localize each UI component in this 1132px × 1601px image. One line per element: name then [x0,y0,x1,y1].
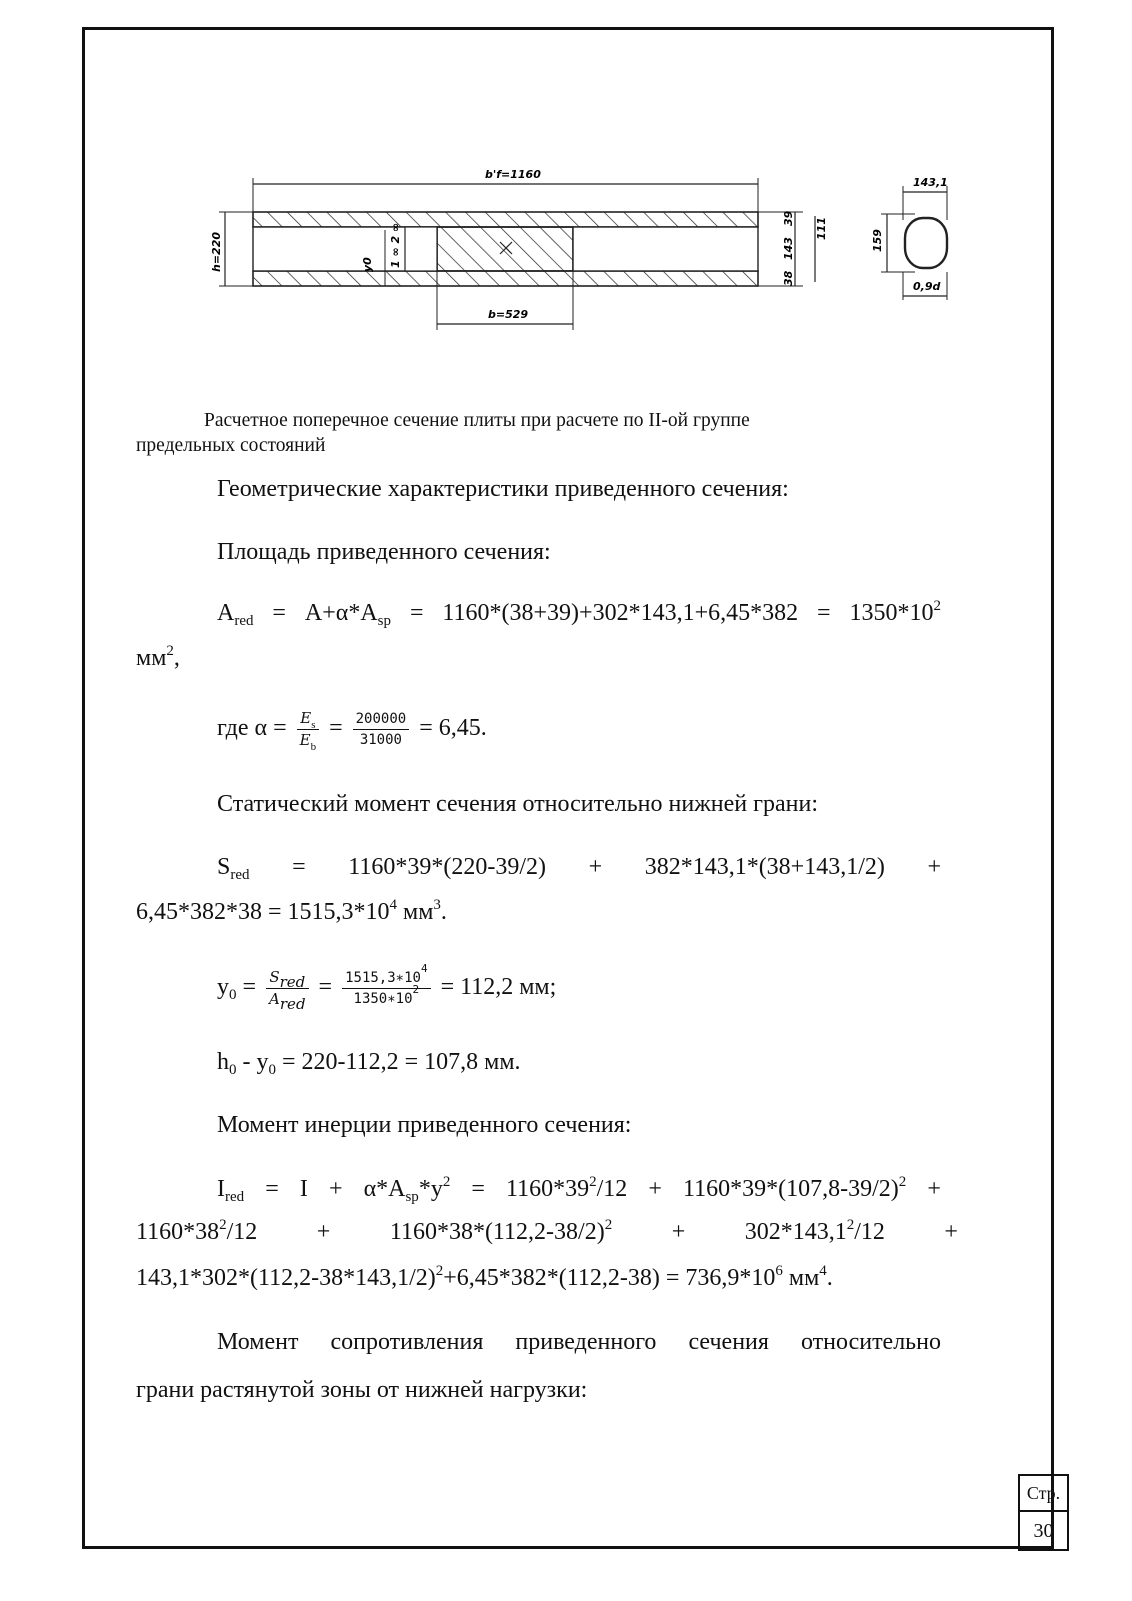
caption-line-1: Расчетное поперечное сечение плиты при расчете по II-ой группе [204,410,750,431]
area-eq3: = [817,600,831,626]
cross-section-drawing [195,160,985,360]
top-flange [253,212,758,227]
circle-outline [905,218,947,268]
area-lhs: $A_{red}$ [217,600,254,629]
inner-box [405,227,437,271]
dim-right-39: 39 [782,210,795,226]
area-eq2: = [409,600,424,626]
resist-line-1: Момент сопротивления приведенного сечения относительно [217,1329,941,1355]
inertia-formula-line-3: $143,1*302*(112,2-38*143,1/2)^2+6,45*382*(112,2-38) = 736,9*10^6$ $мм^4$. [136,1263,833,1291]
y0-formula: $y_0$ = $\frac{S_{red}}{A_{red}}$ = $\frac{1515,3∗10^4}{1350∗10^2}$ = 112,2 мм; [217,961,557,1013]
alpha-frac-2: $\frac{200000}{31000}$ [353,709,410,750]
static-formula-line-2: $6,45*382*38 = 1515,3*10^4$ $мм^3$. [136,897,447,925]
dim-right-111: 111 [815,217,828,240]
alpha-formula: где α = $\frac{E_s}{E_b}$ = $\frac{200000}{31000}$ = 6,45. [217,709,487,753]
dim-right-143: 143 [782,237,795,260]
area-eq1: = [272,600,286,626]
h0-formula: $h_0 - y_0 = 220-112,2 = 107,8$ мм. [217,1049,521,1078]
resist-line-2: грани растянутой зоны от нижней нагрузки: [136,1377,588,1403]
area-title: Площадь приведенного сечения: [217,539,551,565]
page-stamp [1018,1474,1072,1551]
page-number: 30 [1018,1510,1069,1551]
dim-top: b'f=1160 [485,168,541,181]
area-unit: $мм^2$, [136,643,180,671]
inertia-title: Момент инерции приведенного сечения: [217,1112,632,1138]
caption-line-2: предельных состояний [136,435,326,456]
dim-height: h=220 [210,231,223,272]
static-title: Статический момент сечения относительно нижней грани: [217,791,818,817]
alpha-frac-1: $\frac{E_s}{E_b}$ [297,708,319,751]
dim-bottom: b=529 [488,308,529,321]
dim-y0: y0 [361,257,374,272]
dim-inner: 1 ∞ 2 ∞ [389,222,402,268]
bottom-flange [253,271,758,286]
circle-dim-left: 159 [871,229,884,252]
figure-caption [136,408,996,458]
area-formula [217,598,941,628]
inertia-formula-line-1: $I_{red}$ = I + $\alpha*A_{sp}*y^2$ = $1160*39^2/12$ + $1160*39*(107,8-39/2)^2$ + [217,1174,941,1205]
circle-dim-bottom: 0,9d [913,280,941,293]
static-formula-line-1: $S_{red}$ = 1160*39*(220-39/2) + 382*143,1*(38+143,1/2) + [217,854,941,883]
inertia-formula-line-2: $1160*38^2/12$ + $1160*38*(112,2-38/2)^2$ + 302*143,1$^2$/12 + [136,1217,958,1245]
y0-frac-2: $\frac{1515,3∗10^4}{1350∗10^2}$ [342,968,430,1009]
stamp-label: Стр. [1018,1474,1069,1512]
area-expr: 1160*(38+39)+302*143,1+6,45*382 [442,600,799,626]
area-result: $1350*10^2$ [849,598,941,626]
geom-title: Геометрические характеристики приведенного сечения: [217,476,789,502]
void-right [573,227,758,271]
dim-right-38: 38 [782,270,795,286]
area-mid: $A+\alpha*A_{sp}$ [304,600,392,629]
circle-dim-top: 143,1 [913,176,948,189]
y0-frac-1: $\frac{S_{red}}{A_{red}}$ [266,967,309,1010]
